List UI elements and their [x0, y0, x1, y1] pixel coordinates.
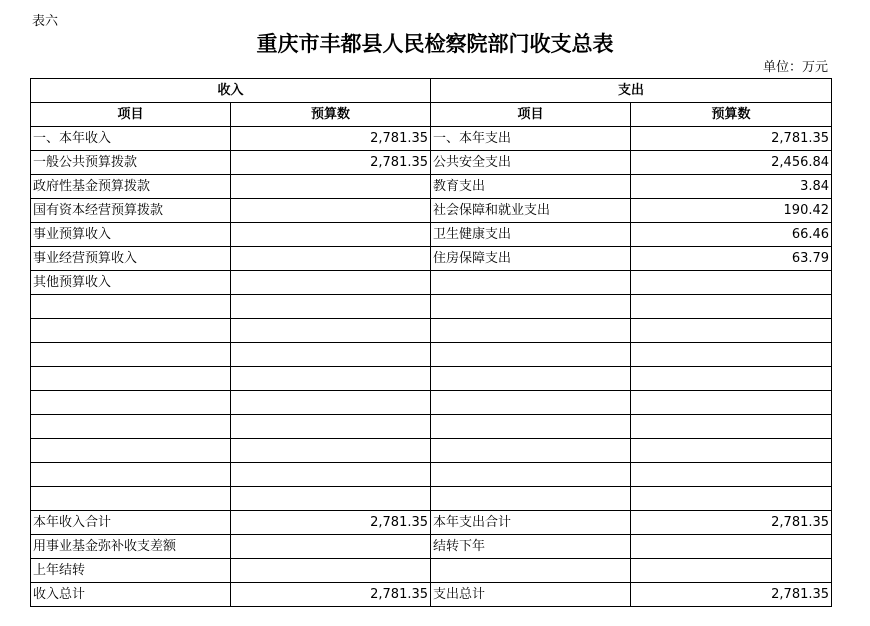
- expense-item-cell: [431, 559, 631, 583]
- budget-summary-table: [30, 78, 832, 607]
- empty-cell: [431, 463, 631, 487]
- income-value-cell: [231, 175, 431, 199]
- table-row: [31, 127, 832, 151]
- expense-value-cell: 2,456.84: [631, 151, 832, 175]
- column-header-row: [31, 103, 832, 127]
- empty-row: [31, 295, 832, 319]
- empty-cell: [231, 295, 431, 319]
- empty-row: [31, 487, 832, 511]
- unit-label: 单位：万元: [762, 60, 828, 75]
- empty-cell: [231, 439, 431, 463]
- empty-cell: [231, 391, 431, 415]
- expense-value-cell: [631, 535, 832, 559]
- income-item-cell: 收入总计: [31, 583, 231, 607]
- empty-row: [31, 415, 832, 439]
- income-item-cell: 上年结转: [31, 559, 231, 583]
- income-item-cell: 事业经营预算收入: [31, 247, 231, 271]
- empty-cell: [31, 463, 231, 487]
- income-budget-header: 预算数: [231, 103, 431, 127]
- expense-value-cell: 2,781.35: [631, 127, 832, 151]
- table-row: [31, 175, 832, 199]
- empty-cell: [631, 319, 832, 343]
- expense-value-cell: 66.46: [631, 223, 832, 247]
- table-row: [31, 223, 832, 247]
- empty-row: [31, 343, 832, 367]
- income-item-cell: 国有资本经营预算拨款: [31, 199, 231, 223]
- income-value-cell: [231, 535, 431, 559]
- empty-cell: [431, 415, 631, 439]
- empty-cell: [631, 367, 832, 391]
- expense-item-cell: 一、本年支出: [431, 127, 631, 151]
- empty-cell: [631, 391, 832, 415]
- expense-value-cell: [631, 271, 832, 295]
- empty-cell: [631, 343, 832, 367]
- empty-cell: [631, 463, 832, 487]
- income-item-cell: 用事业基金弥补收支差额: [31, 535, 231, 559]
- expense-budget-header: 预算数: [631, 103, 832, 127]
- expense-item-cell: 公共安全支出: [431, 151, 631, 175]
- income-value-cell: 2,781.35: [231, 151, 431, 175]
- table-row: [31, 199, 832, 223]
- table-row: [31, 151, 832, 175]
- table-number-label: 表六: [32, 14, 59, 29]
- expense-value-cell: [631, 559, 832, 583]
- summary-row: [31, 559, 832, 583]
- table-row: [31, 271, 832, 295]
- empty-row: [31, 367, 832, 391]
- expense-item-cell: 教育支出: [431, 175, 631, 199]
- expense-value-cell: 2,781.35: [631, 511, 832, 535]
- empty-cell: [231, 367, 431, 391]
- empty-row: [31, 463, 832, 487]
- section-header-row: [31, 79, 832, 103]
- expense-value-cell: 190.42: [631, 199, 832, 223]
- income-section-header: 收入: [31, 79, 431, 103]
- income-value-cell: 2,781.35: [231, 583, 431, 607]
- empty-cell: [31, 391, 231, 415]
- empty-cell: [631, 415, 832, 439]
- expense-value-cell: 2,781.35: [631, 583, 832, 607]
- empty-row: [31, 391, 832, 415]
- empty-cell: [231, 415, 431, 439]
- empty-row: [31, 319, 832, 343]
- empty-cell: [631, 295, 832, 319]
- income-item-cell: 事业预算收入: [31, 223, 231, 247]
- expense-item-cell: 社会保障和就业支出: [431, 199, 631, 223]
- summary-row: [31, 535, 832, 559]
- empty-cell: [431, 391, 631, 415]
- income-item-cell: 政府性基金预算拨款: [31, 175, 231, 199]
- empty-cell: [431, 439, 631, 463]
- empty-cell: [431, 319, 631, 343]
- page-title: 重庆市丰都县人民检察院部门收支总表: [256, 31, 614, 56]
- empty-cell: [431, 343, 631, 367]
- empty-cell: [431, 295, 631, 319]
- income-value-cell: [231, 559, 431, 583]
- empty-cell: [231, 487, 431, 511]
- empty-cell: [231, 319, 431, 343]
- empty-row: [31, 439, 832, 463]
- empty-cell: [431, 487, 631, 511]
- summary-row: [31, 511, 832, 535]
- income-value-cell: 2,781.35: [231, 511, 431, 535]
- income-value-cell: 2,781.35: [231, 127, 431, 151]
- empty-cell: [31, 439, 231, 463]
- empty-cell: [31, 343, 231, 367]
- empty-cell: [631, 439, 832, 463]
- income-item-cell: 其他预算收入: [31, 271, 231, 295]
- empty-cell: [231, 463, 431, 487]
- expense-item-cell: 本年支出合计: [431, 511, 631, 535]
- income-item-header: 项目: [31, 103, 231, 127]
- income-value-cell: [231, 247, 431, 271]
- empty-cell: [31, 367, 231, 391]
- empty-cell: [31, 415, 231, 439]
- expense-item-cell: 卫生健康支出: [431, 223, 631, 247]
- expense-value-cell: 3.84: [631, 175, 832, 199]
- empty-cell: [431, 367, 631, 391]
- expense-item-cell: 住房保障支出: [431, 247, 631, 271]
- summary-row: [31, 583, 832, 607]
- income-value-cell: [231, 223, 431, 247]
- empty-cell: [31, 319, 231, 343]
- income-item-cell: 一、本年收入: [31, 127, 231, 151]
- empty-cell: [31, 487, 231, 511]
- income-value-cell: [231, 271, 431, 295]
- expense-item-cell: 结转下年: [431, 535, 631, 559]
- income-item-cell: 本年收入合计: [31, 511, 231, 535]
- expense-section-header: 支出: [431, 79, 832, 103]
- expense-item-header: 项目: [431, 103, 631, 127]
- table-row: [31, 247, 832, 271]
- expense-value-cell: 63.79: [631, 247, 832, 271]
- empty-cell: [231, 343, 431, 367]
- expense-item-cell: [431, 271, 631, 295]
- income-item-cell: 一般公共预算拨款: [31, 151, 231, 175]
- empty-cell: [631, 487, 832, 511]
- empty-cell: [31, 295, 231, 319]
- income-value-cell: [231, 199, 431, 223]
- expense-item-cell: 支出总计: [431, 583, 631, 607]
